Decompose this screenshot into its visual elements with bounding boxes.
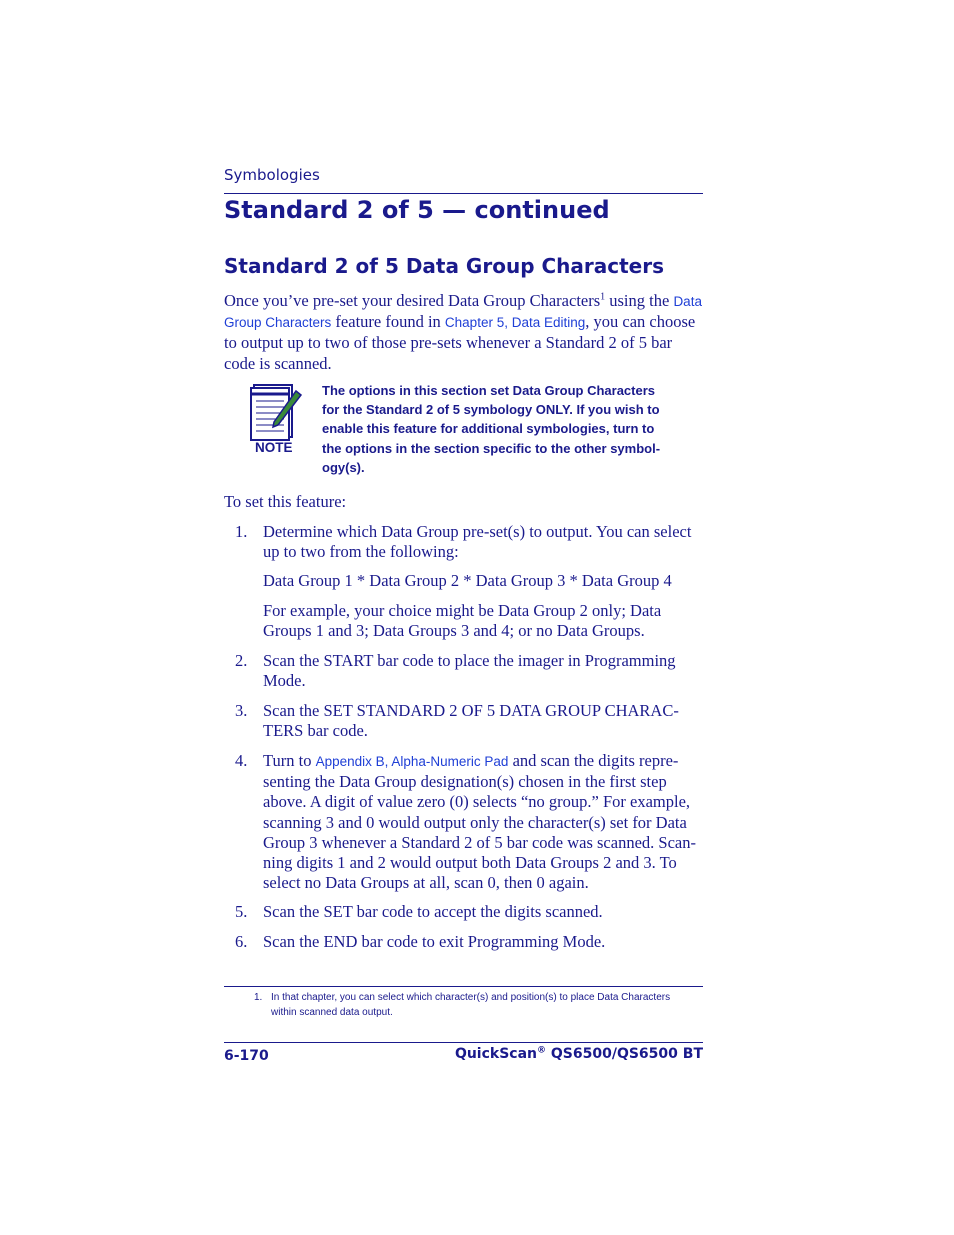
link-data-group-characters[interactable]: Data [673, 294, 702, 309]
link-appendix-b[interactable]: Appendix B, Alpha-Numeric Pad [315, 754, 509, 769]
intro-line-2: Group Characters feature found in Chapter 5, Data Editing, you can choose [224, 312, 696, 332]
section-heading: Standard 2 of 5 Data Group Characters [224, 254, 664, 278]
page-title: Standard 2 of 5 — continued [224, 196, 610, 224]
intro-line-3: to output up to two of those pre-sets whenever a Standard 2 of 5 bar [224, 333, 673, 353]
running-head: Symbologies [224, 166, 320, 184]
set-feature-intro: To set this feature: [224, 492, 347, 511]
footer-rule [224, 1042, 703, 1043]
footnote-rule [224, 986, 703, 987]
intro-line-1: Once you’ve pre-set your desired Data Group Characters$^1$ using the Data [224, 291, 702, 310]
page-number: 6-170 [224, 1048, 269, 1064]
note-text: The options in this section set Data Group Characters for the Standard 2 of 5 symbology ONLY. If you wish to enable this feature for additional symbologies, turn to the options in the section specific to the other symbol- ogy(s). [322, 383, 661, 475]
intro-paragraph [224, 291, 703, 374]
note-label: NOTE [255, 440, 293, 455]
link-chapter-5[interactable]: Chapter 5, Data Editing [444, 315, 586, 331]
footnote-ref[interactable]: 1 [600, 291, 606, 303]
data-groups-list: Data Group 1 * Data Group 2 * Data Group 3 * Data Group 4 [263, 571, 672, 590]
product-name: QuickScan® QS6500/QS6500 BT [454, 1045, 703, 1062]
header-rule [224, 193, 703, 194]
link-data-group-characters-cont[interactable]: Group Characters [224, 315, 332, 331]
intro-line-4: code is scanned. [224, 353, 332, 373]
example-paragraph: For example, your choice might be Data Group 2 only; Data Groups 1 and 3; Data Groups 3 and 4; or no Data Groups. [263, 601, 662, 641]
